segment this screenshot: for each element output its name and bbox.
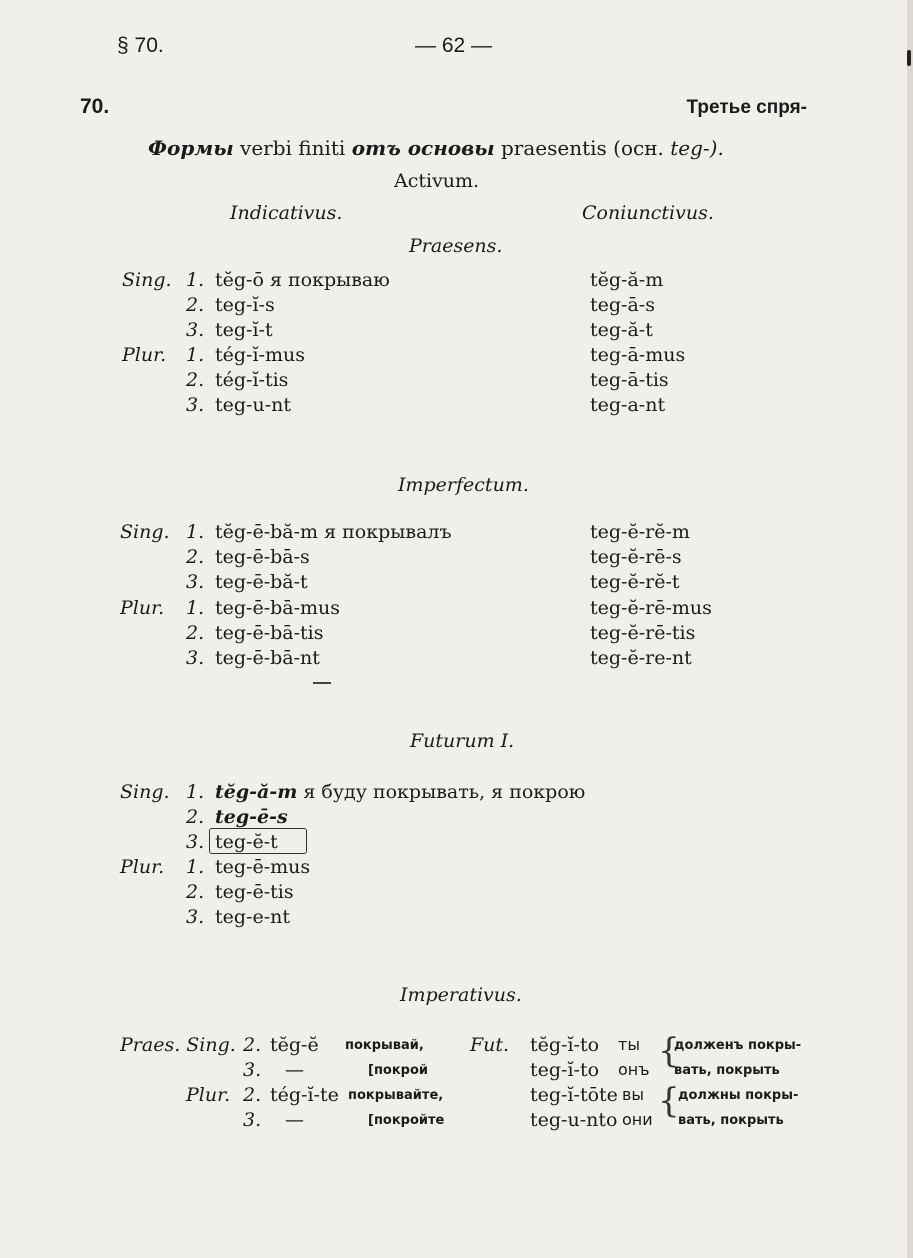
person-number: 2. bbox=[186, 622, 205, 644]
subtitle-part: verbi finiti bbox=[233, 136, 352, 160]
pronoun: вы bbox=[622, 1085, 645, 1104]
verb-gloss: вать, покрыть bbox=[674, 1063, 780, 1078]
section-title: Третье спря- bbox=[686, 97, 807, 118]
verb-form: teg-ē-bā-tis bbox=[215, 622, 324, 644]
verb-form: tĕg-ă-m bbox=[590, 269, 664, 291]
verb-form: teg-ĭ-t bbox=[215, 319, 273, 341]
number-label: Sing. bbox=[120, 781, 170, 803]
verb-form: teg-u-nt bbox=[215, 394, 291, 416]
subtitle-part: praesentis (осн. bbox=[494, 136, 671, 160]
verb-gloss: [покрой bbox=[368, 1063, 429, 1078]
voice-heading: Activum. bbox=[394, 170, 480, 192]
verb-gloss: покрывайте, bbox=[348, 1088, 444, 1103]
verb-gloss: вать, покрыть bbox=[678, 1113, 784, 1128]
person-number: 1. bbox=[186, 856, 205, 878]
person-number: 3. bbox=[186, 831, 205, 853]
imperative-praes-label: Praes. Sing. bbox=[120, 1034, 236, 1056]
verb-form-bold: tĕg-ă-m bbox=[215, 781, 298, 803]
verb-form: teg-ē-s bbox=[215, 806, 288, 828]
verb-gloss: должны покры- bbox=[678, 1088, 799, 1103]
subtitle-part: Формы bbox=[148, 136, 234, 160]
verb-form: teg-e-nt bbox=[215, 906, 290, 928]
verb-form: teg-ā-tis bbox=[590, 369, 669, 391]
verb-form: teg-ĭ-to bbox=[530, 1059, 600, 1081]
verb-gloss: я буду покрывать, я покрою bbox=[303, 781, 586, 803]
person-number: 2. bbox=[186, 881, 205, 903]
person-number: 3. bbox=[186, 319, 205, 341]
person-number: 2. bbox=[186, 294, 205, 316]
verb-form: teg-ă-t bbox=[590, 319, 653, 341]
verb-form: teg-ĕ-rē-s bbox=[590, 546, 682, 568]
verb-form: tég-ĭ-te bbox=[270, 1084, 339, 1106]
verb-form: tĕg-ō я покрываю bbox=[215, 269, 390, 291]
verb-form: teg-ĕ-re-nt bbox=[590, 647, 692, 669]
verb-form: — bbox=[285, 1059, 304, 1081]
verb-form: tĕg-ĭ-to bbox=[530, 1034, 600, 1056]
person-number: 3. bbox=[186, 394, 205, 416]
tense-imperfectum: Imperfectum. bbox=[398, 474, 529, 496]
brace-icon: { bbox=[658, 1081, 680, 1121]
imperative-fut-label: Fut. bbox=[470, 1034, 510, 1056]
person-number: 3. bbox=[186, 906, 205, 928]
verb-form: teg-ē-tis bbox=[215, 881, 294, 903]
verb-form: teg-ĕ-rē-mus bbox=[590, 597, 712, 619]
person-number: 1. bbox=[186, 597, 205, 619]
verb-gloss: долженъ покры- bbox=[674, 1038, 802, 1053]
person-number: 3. bbox=[243, 1109, 262, 1131]
page-edge bbox=[907, 0, 913, 1258]
verb-form: tég-ĭ-tis bbox=[215, 369, 289, 391]
verb-form: teg-ē-bā-mus bbox=[215, 597, 341, 619]
person-number: 2. bbox=[186, 806, 205, 828]
tense-praesens: Praesens. bbox=[409, 235, 503, 257]
person-number: 2. bbox=[186, 546, 205, 568]
number-label: Plur. bbox=[120, 597, 165, 619]
verb-form: teg-ē-bă-t bbox=[215, 571, 308, 593]
mood-coniunctivus: Coniunctivus. bbox=[582, 202, 714, 224]
verb-gloss: покрывай, bbox=[345, 1038, 424, 1053]
number-label: Sing. bbox=[122, 269, 172, 291]
section-marker: 70. bbox=[80, 95, 110, 118]
verb-form bbox=[215, 781, 585, 803]
tense-imperativus: Imperativus. bbox=[400, 984, 522, 1006]
page-number: — 62 — bbox=[415, 34, 493, 57]
verb-form: tĕg-ĕ bbox=[270, 1034, 319, 1056]
mood-indicativus: Indicativus. bbox=[230, 202, 343, 224]
verb-form: teg-ĭ-tōte bbox=[530, 1084, 618, 1106]
subtitle-part: teg-). bbox=[670, 136, 724, 160]
person-number: 2. bbox=[243, 1034, 262, 1056]
person-number: 1. bbox=[186, 344, 205, 366]
subtitle-part: отъ основы bbox=[351, 136, 495, 160]
verb-form: teg-ĕ-t bbox=[215, 831, 278, 853]
verb-form: teg-ā-s bbox=[590, 294, 655, 316]
person-number: 3. bbox=[186, 571, 205, 593]
verb-form: teg-ē-mus bbox=[215, 856, 311, 878]
verb-form: teg-ĭ-s bbox=[215, 294, 275, 316]
pronoun: онъ bbox=[618, 1060, 650, 1079]
verb-form: teg-a-nt bbox=[590, 394, 666, 416]
person-number: 2. bbox=[186, 369, 205, 391]
verb-form: tég-ĭ-mus bbox=[215, 344, 305, 366]
edge-mark bbox=[907, 50, 911, 66]
person-number: 3. bbox=[186, 647, 205, 669]
verb-form: teg-u-nto bbox=[530, 1109, 618, 1131]
person-number: 1. bbox=[186, 269, 205, 291]
number-label: Plur. bbox=[186, 1084, 231, 1106]
handwritten-box bbox=[209, 828, 307, 854]
verb-form: — bbox=[285, 1109, 304, 1131]
verb-form: teg-ē-bā-s bbox=[215, 546, 310, 568]
subtitle bbox=[148, 136, 724, 160]
tense-futurum: Futurum I. bbox=[410, 730, 515, 752]
pronoun: ты bbox=[618, 1035, 640, 1054]
verb-form: teg-ĕ-rē-tis bbox=[590, 622, 696, 644]
brace-icon: { bbox=[658, 1031, 680, 1071]
person-number: 1. bbox=[186, 521, 205, 543]
person-number: 1. bbox=[186, 781, 205, 803]
number-label: Plur. bbox=[122, 344, 167, 366]
pronoun: они bbox=[622, 1110, 653, 1129]
person-number: 3. bbox=[243, 1059, 262, 1081]
verb-form: teg-ā-mus bbox=[590, 344, 686, 366]
verb-form: teg-ē-bā-nt bbox=[215, 647, 320, 669]
number-label: Plur. bbox=[120, 856, 165, 878]
verb-form: teg-ĕ-rĕ-m bbox=[590, 521, 690, 543]
person-number: 2. bbox=[243, 1084, 262, 1106]
number-label: Sing. bbox=[120, 521, 170, 543]
verb-form: teg-ĕ-rĕ-t bbox=[590, 571, 680, 593]
verb-form: tĕg-ē-bă-m я покрывалъ bbox=[215, 521, 452, 543]
verb-gloss: [покройте bbox=[368, 1113, 445, 1128]
section-reference: § 70. bbox=[117, 34, 164, 57]
divider-mark bbox=[313, 682, 331, 684]
